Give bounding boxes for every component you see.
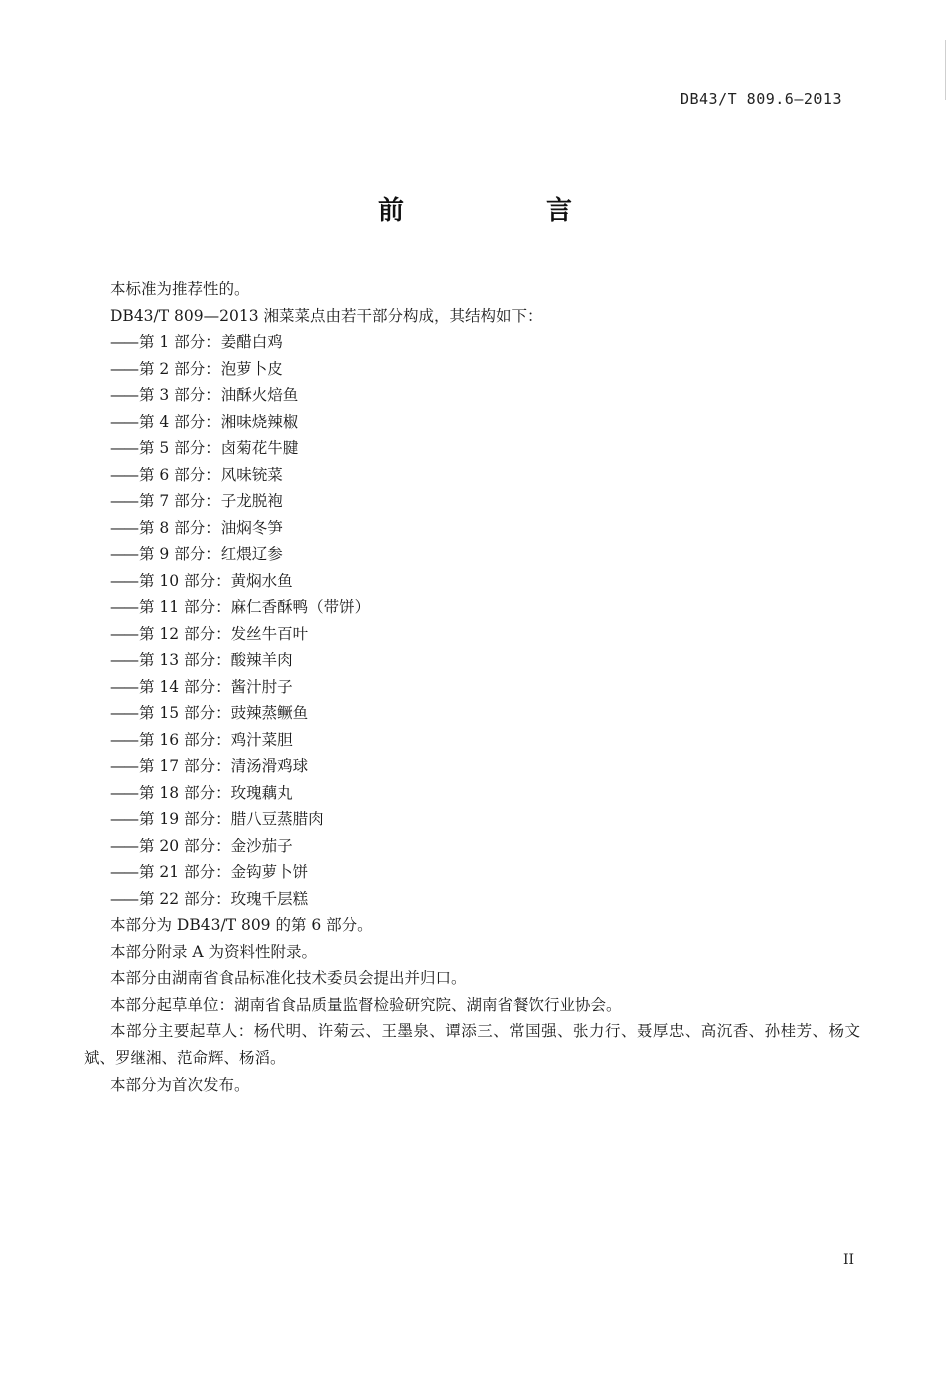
part-list-item <box>84 780 860 807</box>
part-list-item <box>84 515 860 542</box>
part-label: 第 12 部分：发丝牛百叶 <box>139 624 309 643</box>
part-label: 第 22 部分：玫瑰千层糕 <box>139 889 309 908</box>
list-dash: —— <box>110 412 137 431</box>
part-list-item <box>84 833 860 860</box>
foreword-body <box>84 276 860 1099</box>
part-label: 第 5 部分：卤菊花牛腱 <box>139 439 299 457</box>
part-label: 第 15 部分：豉辣蒸鳜鱼 <box>139 704 309 722</box>
part-list-item <box>84 356 860 383</box>
first-release-note: 本部分为首次发布。 <box>110 1076 250 1094</box>
proposer-note: 本部分由湖南省食品标准化技术委员会提出并归口。 <box>110 969 467 987</box>
parts-list <box>84 329 860 912</box>
appendix-note: 本部分附录 A 为资料性附录。 <box>110 942 318 961</box>
intro-line-structure: DB43/T 809—2013 湘菜菜点由若干部分构成，其结构如下： <box>110 306 543 325</box>
intro-line-recommended: 本标准为推荐性的。 <box>110 280 250 298</box>
list-dash: —— <box>110 889 137 908</box>
part-label: 第 7 部分：子龙脱袍 <box>139 492 283 510</box>
part-label: 第 21 部分：金钩萝卜饼 <box>139 863 309 881</box>
part-label: 第 8 部分：油焖冬笋 <box>139 518 283 537</box>
page-title: 前 言 <box>377 196 630 226</box>
part-label: 第 11 部分：麻仁香酥鸭（带饼） <box>139 598 371 616</box>
part-list-item <box>84 621 860 648</box>
list-dash: —— <box>110 439 137 457</box>
part-label: 第 14 部分：酱汁肘子 <box>139 677 293 696</box>
part-label: 第 4 部分：湘味烧辣椒 <box>139 412 299 431</box>
part-label: 第 9 部分：红煨辽参 <box>139 545 283 563</box>
list-dash: —— <box>110 704 137 722</box>
part-list-item <box>84 329 860 356</box>
list-dash: —— <box>110 810 137 828</box>
part-label: 第 2 部分：泡萝卜皮 <box>139 359 283 378</box>
part-list-item <box>84 700 860 727</box>
part-list-item <box>84 647 860 674</box>
part-list-item <box>84 594 860 621</box>
list-dash: —— <box>110 333 137 351</box>
list-dash: —— <box>110 545 137 563</box>
part-label: 第 17 部分：清汤滑鸡球 <box>139 757 309 775</box>
drafting-units-note: 本部分起草单位：湖南省食品质量监督检验研究院、湖南省餐饮行业协会。 <box>110 995 622 1014</box>
part-list-item <box>84 488 860 515</box>
part-label: 第 10 部分：黄焖水鱼 <box>139 571 293 590</box>
part-list-item <box>84 727 860 754</box>
list-dash: —— <box>110 863 137 881</box>
list-dash: —— <box>110 677 137 696</box>
list-dash: —— <box>110 492 137 510</box>
list-dash: —— <box>110 836 137 855</box>
list-dash: —— <box>110 465 137 484</box>
part-label: 第 3 部分：油酥火焙鱼 <box>139 386 299 404</box>
list-dash: —— <box>110 624 137 643</box>
part-list-item <box>84 806 860 833</box>
part-list-item <box>84 541 860 568</box>
part-label: 第 1 部分：姜醋白鸡 <box>139 333 283 351</box>
part-list-item <box>84 886 860 913</box>
part-list-item <box>84 382 860 409</box>
part-label: 第 16 部分：鸡汁菜胆 <box>139 730 293 749</box>
part-list-item <box>84 568 860 595</box>
part-label: 第 20 部分：金沙茄子 <box>139 836 293 855</box>
part-list-item <box>84 859 860 886</box>
list-dash: —— <box>110 386 137 404</box>
document-code: DB43/T 809.6—2013 <box>679 90 842 108</box>
part-label: 第 18 部分：玫瑰藕丸 <box>139 783 293 802</box>
list-dash: —— <box>110 359 137 378</box>
part-label: 第 13 部分：酸辣羊肉 <box>139 651 293 669</box>
part-list-item <box>84 674 860 701</box>
list-dash: —— <box>110 651 137 669</box>
part-label: 第 6 部分：风味铳菜 <box>139 465 283 484</box>
scan-edge-mark <box>945 40 946 100</box>
part-list-item <box>84 435 860 462</box>
list-dash: —— <box>110 571 137 590</box>
list-dash: —— <box>110 757 137 775</box>
list-dash: —— <box>110 730 137 749</box>
part-label: 第 19 部分：腊八豆蒸腊肉 <box>139 810 324 828</box>
list-dash: —— <box>110 518 137 537</box>
list-dash: —— <box>110 598 137 616</box>
page-number: II <box>842 1252 854 1268</box>
drafters-note: 本部分主要起草人：杨代明、许菊云、王墨泉、谭添三、常国强、张力行、聂厚忠、高沉香、孙桂芳、杨文斌、罗继湘、范命辉、杨滔。 <box>84 1022 860 1067</box>
part-list-item <box>84 409 860 436</box>
part-list-item <box>84 753 860 780</box>
part-number-note: 本部分为 DB43/T 809 的第 6 部分。 <box>110 916 373 934</box>
list-dash: —— <box>110 783 137 802</box>
part-list-item <box>84 462 860 489</box>
